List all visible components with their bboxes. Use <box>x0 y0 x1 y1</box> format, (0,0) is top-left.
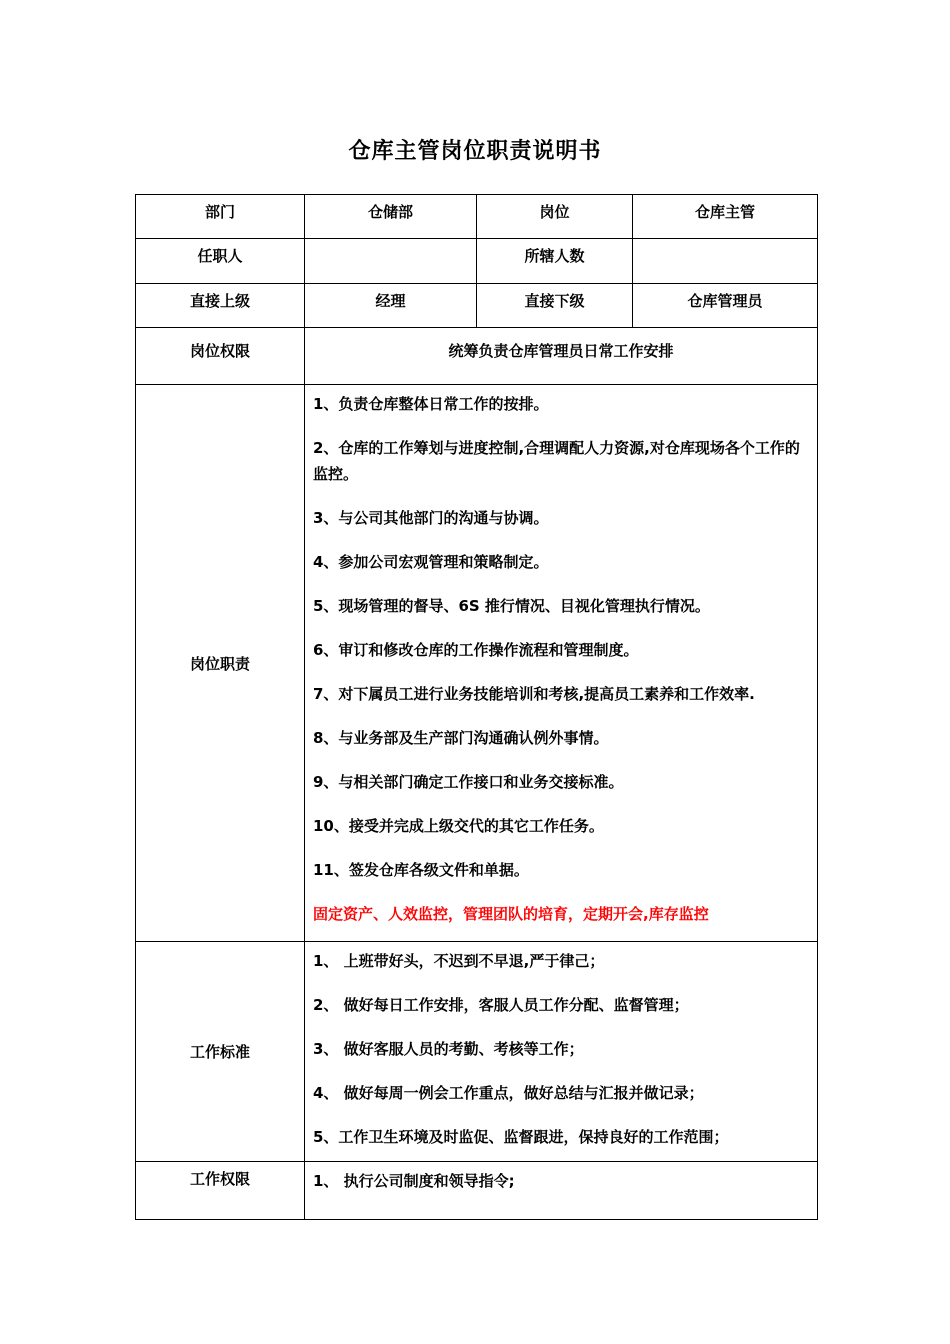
list-item: 1、 上班带好头，不迟到不早退,严于律己； <box>313 952 605 970</box>
list-item: 3、与公司其他部门的沟通与协调。 <box>313 509 549 527</box>
table-row <box>136 328 818 385</box>
list-item: 10、接受并完成上级交代的其它工作任务。 <box>313 817 604 835</box>
list-item: 4、 做好每周一例会工作重点，做好总结与汇报并做记录； <box>313 1084 704 1102</box>
duties-list <box>305 385 818 942</box>
list-item: 5、现场管理的督导、6S 推行情况、目视化管理执行情况。 <box>313 597 710 615</box>
dept-value: 仓储部 <box>305 195 477 239</box>
subordinates-count-label: 所辖人数 <box>477 239 633 284</box>
standards-list <box>305 942 818 1162</box>
job-description-table <box>135 194 818 1220</box>
table-row <box>136 284 818 328</box>
table-row <box>136 195 818 239</box>
authority-value: 统筹负责仓库管理员日常工作安排 <box>305 328 818 385</box>
incumbent-value <box>305 239 477 284</box>
subordinate-label: 直接下级 <box>477 284 633 328</box>
document-title: 仓库主管岗位职责说明书 <box>348 139 602 164</box>
duties-highlight: 固定资产、人效监控，管理团队的培育，定期开会,库存监控 <box>313 905 709 923</box>
standards-label: 工作标准 <box>136 942 305 1162</box>
list-item: 4、参加公司宏观管理和策略制定。 <box>313 553 549 571</box>
post-value: 仓库主管 <box>633 195 818 239</box>
table-row <box>136 385 818 942</box>
list-item: 11、签发仓库各级文件和单据。 <box>313 861 529 879</box>
table-row <box>136 239 818 284</box>
list-item: 5、工作卫生环境及时监促、监督跟进，保持良好的工作范围； <box>313 1128 729 1146</box>
subordinate-value: 仓库管理员 <box>633 284 818 328</box>
list-item: 2、 做好每日工作安排，客服人员工作分配、监督管理； <box>313 996 689 1014</box>
list-item: 3、 做好客服人员的考勤、考核等工作； <box>313 1040 584 1058</box>
superior-value: 经理 <box>305 284 477 328</box>
list-item: 1、负责仓库整体日常工作的按排。 <box>313 395 549 413</box>
list-item: 8、与业务部及生产部门沟通确认例外事情。 <box>313 729 609 747</box>
list-item: 7、对下属员工进行业务技能培训和考核,提高员工素养和工作效率. <box>313 685 755 703</box>
table-row <box>136 942 818 1162</box>
list-item: 6、审订和修改仓库的工作操作流程和管理制度。 <box>313 641 639 659</box>
list-item: 9、与相关部门确定工作接口和业务交接标准。 <box>313 773 624 791</box>
powers-list <box>305 1162 818 1220</box>
superior-label: 直接上级 <box>136 284 305 328</box>
authority-label: 岗位权限 <box>136 328 305 385</box>
list-item: 2、仓库的工作筹划与进度控制,合理调配人力资源,对仓库现场各个工作的监控。 <box>313 439 800 483</box>
duties-label: 岗位职责 <box>136 385 305 942</box>
subordinates-count-value <box>633 239 818 284</box>
dept-label: 部门 <box>136 195 305 239</box>
powers-label: 工作权限 <box>136 1162 305 1220</box>
table-row <box>136 1162 818 1220</box>
post-label: 岗位 <box>477 195 633 239</box>
incumbent-label: 任职人 <box>136 239 305 284</box>
list-item: 1、 执行公司制度和领导指令; <box>313 1172 515 1190</box>
